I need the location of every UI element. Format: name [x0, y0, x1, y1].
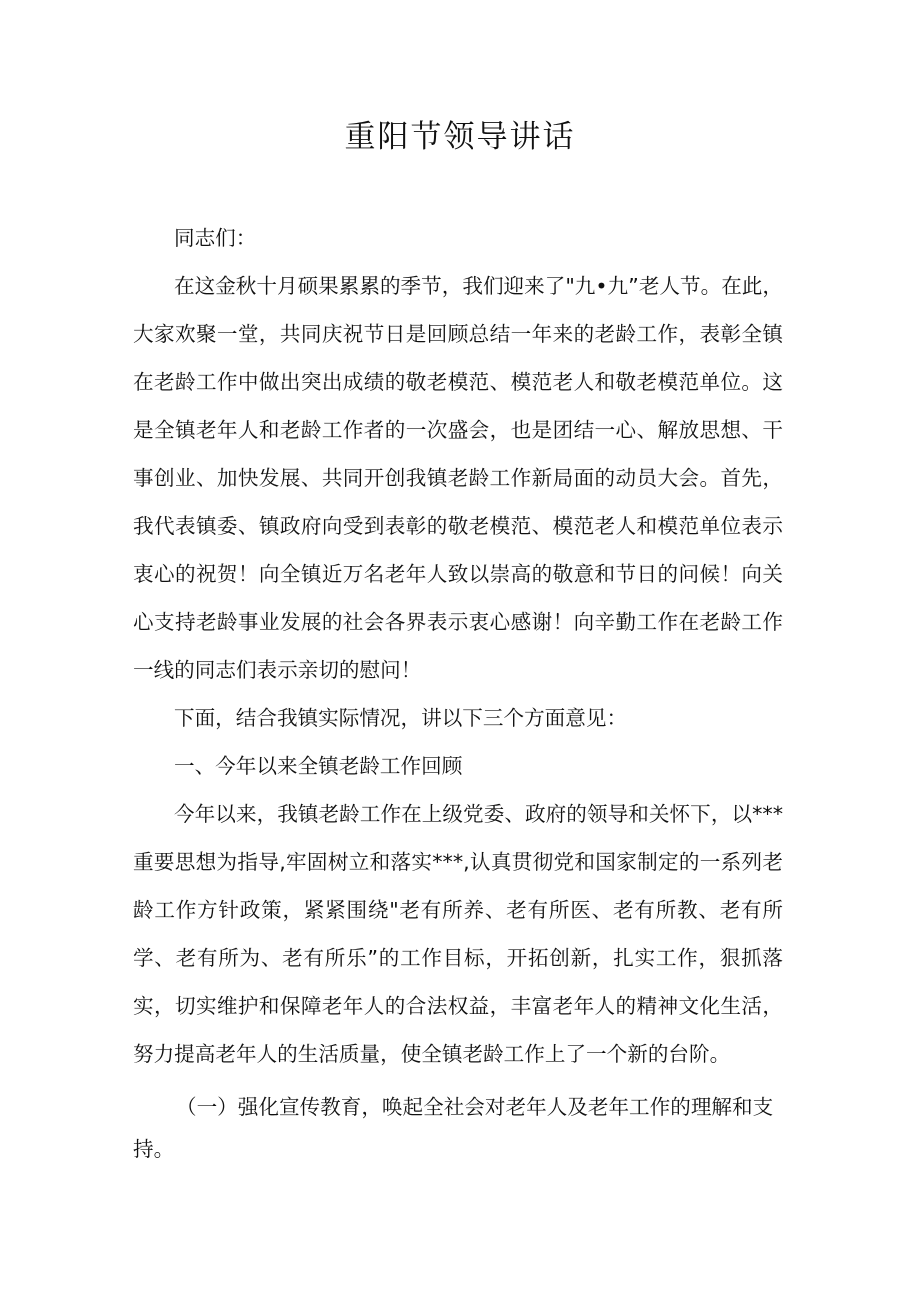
- section-heading-1: 一、今年以来全镇老龄工作回顾: [174, 754, 463, 778]
- document-body: [133, 214, 783, 1170]
- paragraph-opening: 在这金秋十月硕果累累的季节，我们迎来了"九•九”老人节。在此，大家欢聚一堂，共同庆祝节日是回顾总结一年来的老龄工作，表彰全镇在老龄工作中做出突出成绩的敬老模范、模范老人和敬老模范单位。这是全镇老年人和老龄工作者的一次盛会，也是团结一心、解放思想、干事创业、加快发展、共同开创我镇老龄工作新局面的动员大会。首先，我代表镇委、镇政府向受到表彰的敬老模范、模范老人和模范单位表示衷心的祝贺！向全镇近万名老年人致以崇高的敬意和节日的问候！向关心支持老龄事业发展的社会各界表示衷心感谢！向辛勤工作在老龄工作一线的同志们表示亲切的慰问！: [133, 274, 783, 682]
- document-title: 重阳节领导讲话: [344, 119, 576, 155]
- salutation: 同志们：: [174, 226, 257, 250]
- subsection-heading-1: （一）强化宣传教育，唤起全社会对老年人及老年工作的理解和支持。: [133, 1095, 774, 1161]
- paragraph-review: 今年以来，我镇老龄工作在上级党委、政府的领导和关怀下，以***重要思想为指导,牢固树立和落实***,认真贯彻党和国家制定的一系列老龄工作方针政策，紧紧围绕"老有所养、老有所医、老有所教、老有所学、老有所为、老有所乐”的工作目标，开拓创新，扎实工作，狠抓落实，切实维护和保障老年人的合法权益，丰富老年人的精神文化生活，努力提高老年人的生活质量，使全镇老龄工作上了一个新的台阶。: [133, 802, 783, 1066]
- paragraph-intro: 下面，结合我镇实际情况，讲以下三个方面意见：: [174, 706, 628, 730]
